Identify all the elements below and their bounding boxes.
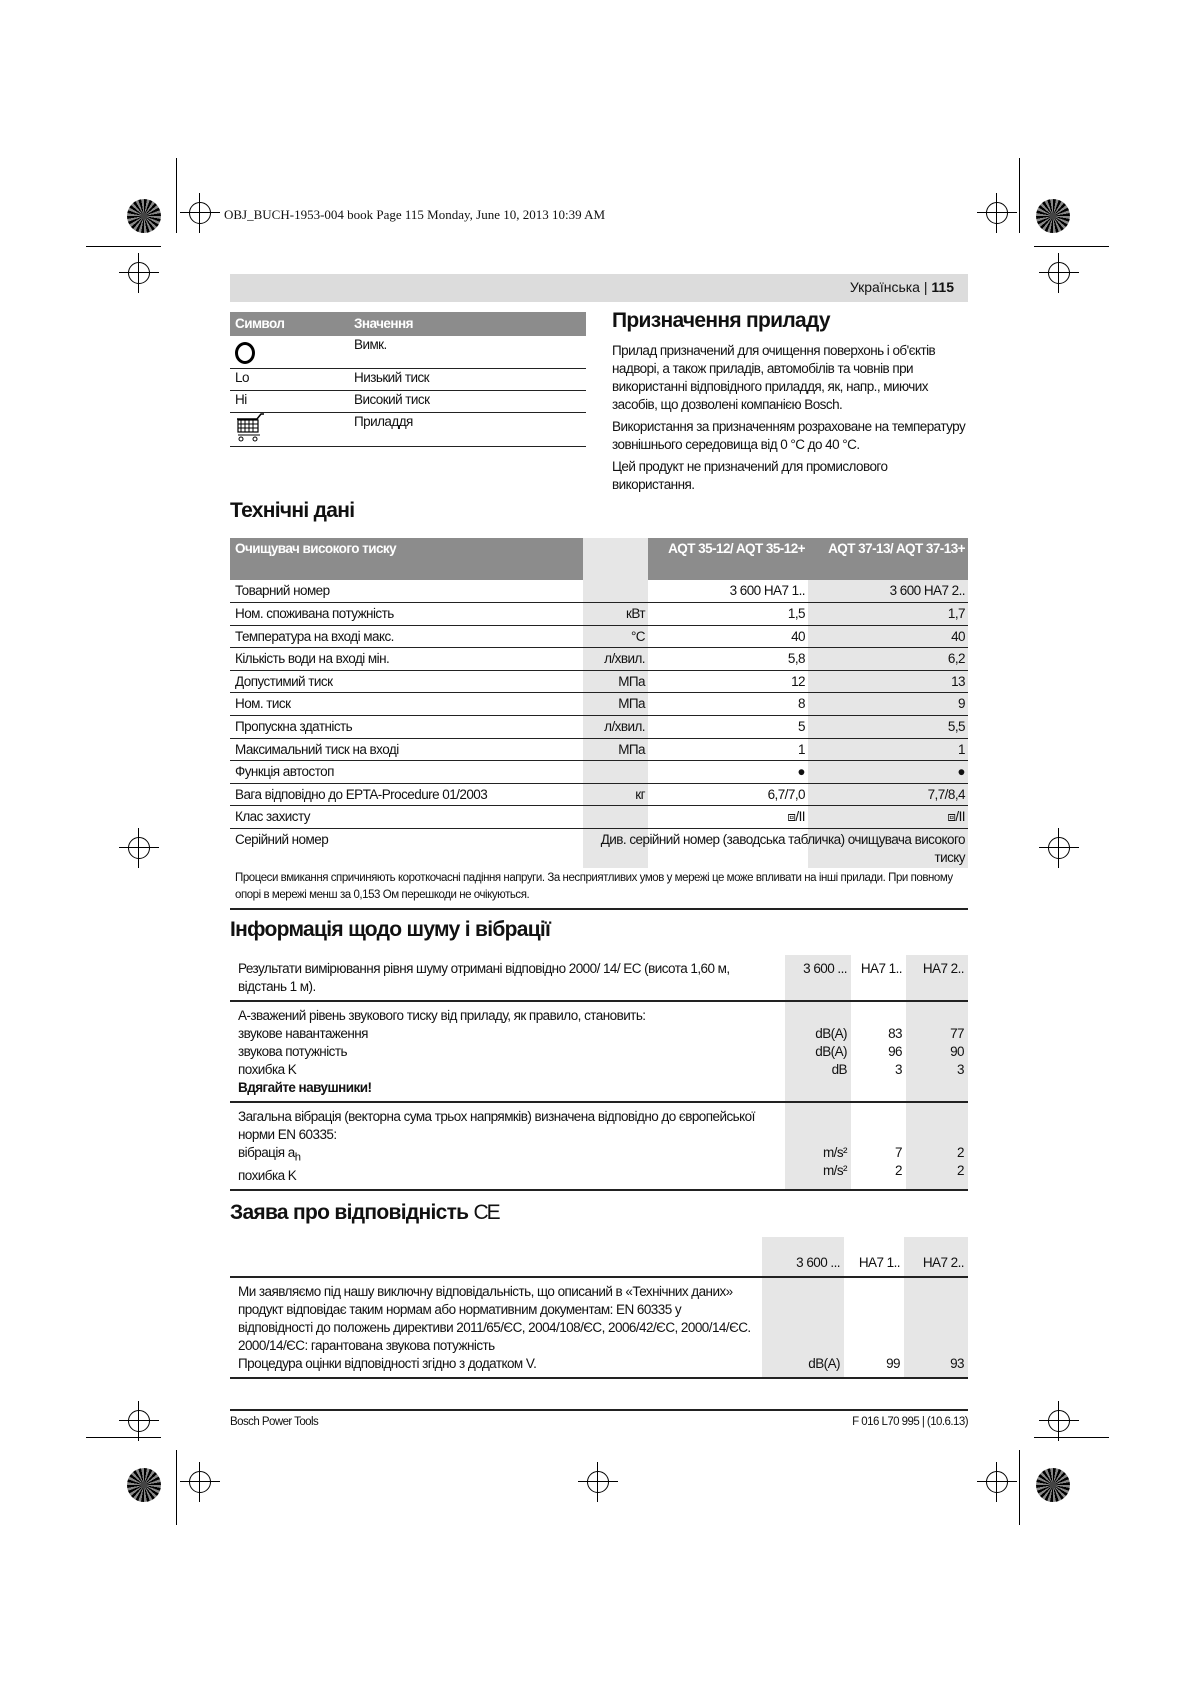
tech-row [230,693,968,716]
serial-label: Серійний номер [235,832,329,848]
crop-mark [86,246,161,247]
unit: л/хвил. [583,648,648,671]
value: 93 [904,1277,968,1378]
serial-value: Див. серійний номер (заводська табличка) очищувача високого тиску [583,829,968,869]
value: 3 [895,1062,902,1077]
page-number: 115 [931,279,954,295]
model-2: AQT 37-13/ AQT 37-13+ [808,538,968,580]
value: 3 [957,1062,964,1077]
value-model-2: 9 [808,693,968,716]
off-circle-icon [235,342,255,364]
registration-mark-icon [128,837,150,859]
declaration-title-text: Заява про відповідність [230,1201,469,1224]
crop-mark [1019,1450,1020,1525]
unit: °C [583,625,648,648]
unit: dB [831,1062,847,1077]
col-header: HA7 1.. [851,955,906,1001]
ce-mark-icon: CE [473,1201,499,1224]
crop-mark [1034,1437,1109,1438]
row-label: звукове навантаження [238,1026,368,1041]
row-label: Клас захисту [230,806,583,829]
row-label: похибка K [238,1167,297,1183]
model-1: AQT 35-12/ AQT 35-12+ [648,538,808,580]
crop-mark [1034,246,1109,247]
symbol-meaning: Низький тиск [354,370,430,385]
value-model-1: 6,7/7,0 [648,783,808,806]
value-model-2: 3 600 HA7 2.. [808,580,968,603]
value-model-2: ● [808,761,968,784]
tech-header-label: Очищувач високого тиску [230,538,583,580]
subscript: h [294,1151,301,1164]
tech-title: Технічні дані [230,499,355,522]
col-header: 3 600 ... [762,1237,844,1277]
value: 2 [895,1163,902,1178]
symbols-table [230,312,586,447]
tech-row [230,580,968,603]
symbol-lo: Lo [235,370,249,385]
value: 2 [957,1163,964,1178]
unit: МПа [583,693,648,716]
value-model-1: ● [648,761,808,784]
row-label: Вага відповідно до EPTA-Procedure 01/2003 [230,783,583,806]
tech-row [230,738,968,761]
voltage-note: Процеси вмикання спричиняють короткочасні падіння напруги. За несприятливих умов у мережі це може впливати на інші прилади. При повному опорі в мережі менш за 0,153 Ом перешкоди не очікуються. [230,868,968,909]
vibration-intro: Загальна вібрація (векторна сума трьох напрямків) визначена відповідно до європейської норми EN 60335: [238,1109,755,1142]
unit: m/s² [822,1145,847,1160]
value-model-1: 1,5 [648,603,808,626]
paragraph: Цей продукт не призначений для промислового використання. [612,459,888,492]
unit: m/s² [822,1163,847,1178]
value: 96 [888,1044,902,1059]
crop-mark [176,158,177,233]
page-header: Українська | 115 [230,274,968,302]
row-label: Ном. тиск [230,693,583,716]
unit: л/хвил. [583,716,648,739]
purpose-text [612,342,972,498]
symbol-meaning: Високий тиск [354,392,430,407]
symbol-header: Символ [235,316,285,331]
registration-mark-icon [986,1471,1008,1493]
registration-mark-icon [189,202,211,224]
value-model-2: 13 [808,670,968,693]
registration-mark-icon [128,1410,150,1432]
row-label: Кількість води на вході мін. [230,648,583,671]
unit: dB(A) [815,1044,847,1059]
paragraph: Використання за призначенням розраховане на температуру зовнішнього середовища від 0 °C до 40 °C. [612,419,966,452]
print-header: OBJ_BUCH-1953-004 book Page 115 Monday, June 10, 2013 10:39 AM [224,207,606,222]
registration-target-icon [127,1468,161,1502]
value-model-1: 12 [648,670,808,693]
tech-row [230,716,968,739]
ear-protection-warning: Вдягайте навушники! [238,1080,372,1095]
value-model-1: 8 [648,693,808,716]
value: 77 [950,1026,964,1041]
row-label: Ном. споживана потужність [230,603,583,626]
crop-mark [176,1450,177,1525]
registration-target-icon [127,199,161,233]
value-model-2: ⧈/II [808,806,968,829]
registration-target-icon [1036,1468,1070,1502]
value-model-1: 1 [648,738,808,761]
crop-mark [86,1437,161,1438]
registration-mark-icon [189,1471,211,1493]
unit [583,580,648,603]
value-model-2: 6,2 [808,648,968,671]
tech-row [230,761,968,784]
footer-right: F 016 L70 995 | (10.6.13) [852,1416,968,1428]
row-label: Максимальний тиск на вході [230,738,583,761]
cart-icon [235,413,267,443]
col-header: HA7 1.. [844,1237,904,1277]
procedure-text: Процедура оцінки відповідності згідно з додатком V. [238,1356,537,1371]
meaning-header: Значення [354,316,413,331]
unit: МПа [583,670,648,693]
value-model-2: 5,5 [808,716,968,739]
power-label: 2000/14/ЄС: гарантована звукова потужність [238,1338,495,1353]
a-intro: А-зважений рівень звукового тиску від приладу, як правило, становить: [238,1008,646,1023]
symbol-meaning: Приладдя [354,414,413,429]
noise-intro: Результати вимірювання рівня шуму отримані відповідно 2000/ 14/ EC (висота 1,60 м, відстань 1 м). [230,955,785,1001]
value-model-1: 40 [648,625,808,648]
symbol-hi: Hi [235,392,247,407]
value: 99 [844,1277,904,1378]
row-label: Температура на вході макс. [230,625,583,648]
row-label: Товарний номер [230,580,583,603]
declaration-title [230,1201,499,1225]
purpose-title: Призначення приладу [612,309,830,332]
row-label: похибка K [238,1062,297,1077]
row-label: Пропускна здатність [230,716,583,739]
col-header: HA7 2.. [906,955,968,1001]
footer-left: Bosch Power Tools [230,1416,319,1428]
paragraph: Прилад призначений для очищення поверхонь і об'єктів надворі, а також приладів, автомобілів та човнів при використанні відповідного приладдя, як, напр., миючих засобів, що дозволені компанією Bosch. [612,343,936,412]
tech-row [230,806,968,829]
registration-target-icon [1036,199,1070,233]
row-label: Функція автостоп [230,761,583,784]
value-model-2: 1 [808,738,968,761]
value-model-1: 5 [648,716,808,739]
value-model-1: 5,8 [648,648,808,671]
unit [583,761,648,784]
registration-mark-icon [1048,262,1070,284]
value-model-2: 7,7/8,4 [808,783,968,806]
tech-row [230,783,968,806]
noise-title: Інформація щодо шуму і вібрації [230,918,551,941]
registration-mark-icon [587,1471,609,1493]
registration-mark-icon [128,262,150,284]
unit: dB(A) [762,1277,844,1378]
declaration-table [230,1237,968,1379]
unit: dB(A) [815,1026,847,1041]
tech-row [230,603,968,626]
tech-row [230,670,968,693]
language-label: Українська [849,279,920,295]
col-header: HA7 2.. [904,1237,968,1277]
row-label: вібрація a [238,1145,295,1160]
unit: МПа [583,738,648,761]
registration-mark-icon [1048,837,1070,859]
crop-mark [1019,158,1020,233]
value: 90 [950,1044,964,1059]
footer-divider [230,1409,968,1411]
tech-row [230,648,968,671]
value-model-2: 40 [808,625,968,648]
col-header: 3 600 ... [785,955,851,1001]
registration-mark-icon [986,202,1008,224]
symbol-meaning: Вимк. [354,337,387,352]
tech-table [230,538,968,910]
noise-table [230,955,968,1191]
value-model-1: 3 600 HA7 1.. [648,580,808,603]
value-model-1: ⧈/II [648,806,808,829]
tech-row [230,625,968,648]
value: 2 [957,1145,964,1160]
unit [583,806,648,829]
registration-mark-icon [1048,1410,1070,1432]
unit: кг [583,783,648,806]
value-model-2: 1,7 [808,603,968,626]
row-label: Допустимий тиск [230,670,583,693]
declaration-text: Ми заявляємо під нашу виключну відповідальність, що описаний в «Технічних даних» продукт відповідає таким нормам або нормативним документам: EN 60335 у відповідності до положень директиви 2011/65/ЄС, 2004/108/ЄС, 2006/42/ЄС, 2000/14/ЄС. [238,1284,751,1335]
value: 83 [888,1026,902,1041]
unit: кВт [583,603,648,626]
value: 7 [895,1145,902,1160]
row-label: звукова потужність [238,1044,347,1059]
